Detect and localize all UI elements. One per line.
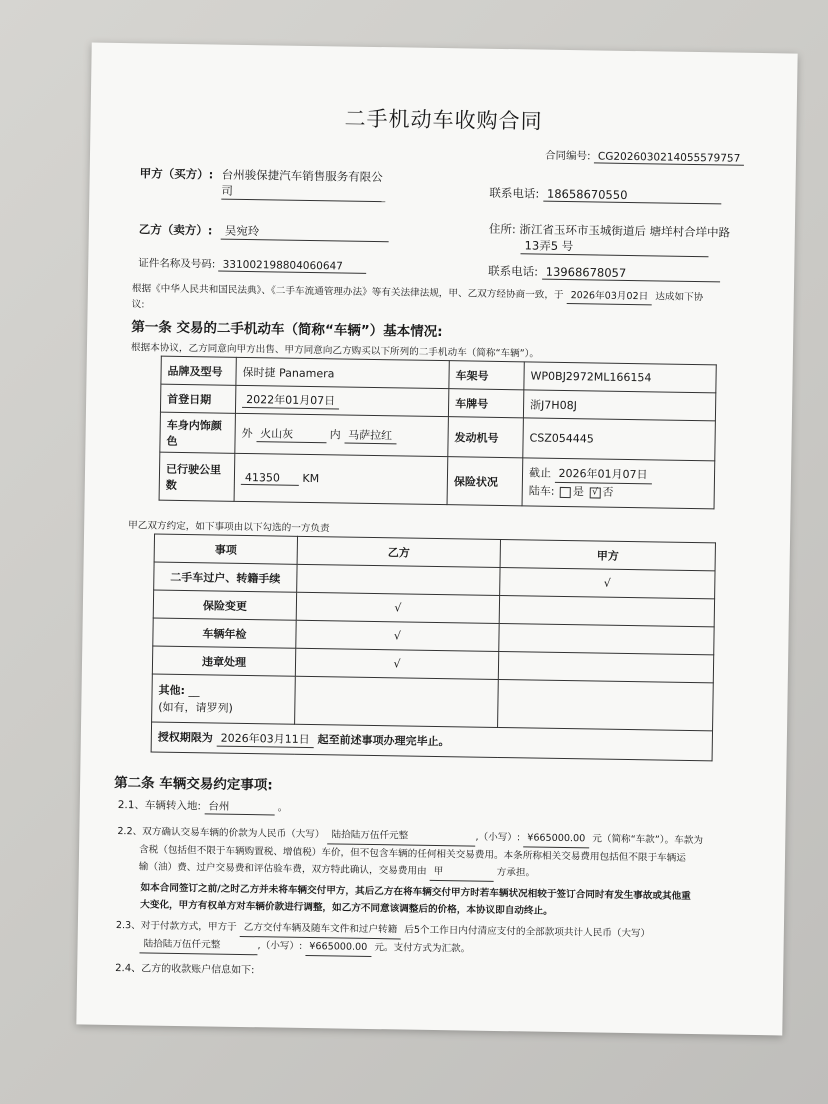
clause-2-4: 2.4、乙方的收款账户信息如下: — [115, 962, 255, 977]
clause-2-2: 2.2、双方确认交易车辆的价款为人民币（大写） 陆拾陆万伍仟元整 ,（小写）: ¥665000.00 元（简称“车款”）。车款为 含税（包括但不限于车辆购置税、增值税）车价，但不包含车辆的任何相关交易费用。本条所称相关交易费用包括但不限于车辆运 输（油）费、过户交易费和评估验车费，双方特此确认，交易费用由 甲 方承担。 — [117, 823, 703, 885]
party-b-name: 吴宛玲 — [221, 223, 389, 243]
insurance-value: 截止 2026年01月07日 陆车: 是 √ 否 — [522, 458, 715, 509]
responsibility-table — [151, 534, 716, 762]
resp-row-b: √ — [295, 648, 498, 679]
resp-other-cell: 其他: __ (如有，请罗列) — [152, 674, 296, 724]
party-a-name: 台州骏保捷汽车销售服务有限公 司 — [221, 167, 385, 203]
col-party-a-header: 甲方 — [500, 539, 715, 570]
resp-row-a — [499, 595, 714, 626]
plate-label: 车牌号 — [448, 389, 523, 418]
resp-row-a — [498, 651, 713, 682]
party-b-phone: 联系电话: 13968678057 — [488, 263, 720, 283]
reg-date-label: 首登日期 — [160, 384, 235, 413]
resp-row-b: √ — [296, 620, 499, 651]
intro-paragraph: 根据《中华人民共和国民法典》、《二手车流通管理办法》等有关法律法规，甲、乙双方经协商一致，于 2026年03月02日 达成如下协 议: — [131, 283, 704, 311]
accident-yes-checkbox[interactable] — [560, 486, 571, 497]
resp-other-b — [295, 676, 499, 727]
party-b-label: 乙方（卖方）: — [138, 222, 213, 238]
col-party-b-header: 乙方 — [297, 536, 500, 567]
color-label: 车身内饰颜色 — [160, 412, 236, 453]
resp-row-b: √ — [296, 592, 499, 623]
vin-value: WP0BJ2972ML166154 — [524, 362, 716, 393]
clause-2-1: 2.1、车辆转入地: 台州 。 — [117, 799, 289, 814]
brand-value: 保时捷 Panamera — [236, 357, 449, 388]
section1-desc: 根据本协议，乙方同意向甲方出售、甲方同意向乙方购买以下所列的二手机动车（简称“车辆”）。 — [130, 342, 540, 360]
resp-other-a — [498, 679, 714, 730]
section1-title: 第一条 交易的二手机动车（简称“车辆”）基本情况: — [131, 319, 443, 341]
page-title: 二手机动车收购合同 — [344, 106, 543, 134]
clause-2-3: 2.3、对于付款方式，甲方于 乙方交付车辆及随车文件和过户转籍 后5个工作日内付清应支付的全部款项共计人民币（大写） 陆拾陆万伍仟元整 ,（小写）: ¥665000.00 元。支付方式为汇款。 — [115, 917, 650, 961]
reg-date-value: 2022年01月07日 — [235, 385, 448, 416]
party-a-phone: 联系电话: 18658670550 — [489, 185, 721, 205]
party-a-label: 甲方（买方）: — [139, 166, 214, 182]
contract-page — [76, 43, 797, 1036]
mileage-value: 41350 KM — [234, 453, 448, 504]
accident-no-checkbox[interactable]: √ — [589, 487, 600, 498]
resp-row-item: 车辆年检 — [153, 618, 296, 648]
color-value: 外 火山灰 内 马萨拉红 — [235, 413, 449, 456]
party-b-id: 证件名称及号码: 331002198804060647 — [138, 255, 367, 274]
engine-label: 发动机号 — [448, 417, 524, 458]
mileage-label: 已行驶公里数 — [159, 452, 235, 501]
party-b-address: 住所: 浙江省玉环市玉城街道后 塘垟村合垟中路 13弄5 号 — [488, 221, 730, 258]
brand-label: 品牌及型号 — [161, 356, 236, 385]
vehicle-table — [159, 356, 717, 510]
section2-title: 第二条 车辆交易约定事项: — [114, 774, 273, 794]
engine-value: CSZ054445 — [523, 418, 716, 461]
resp-row-b — [297, 564, 500, 595]
col-item-header: 事项 — [154, 534, 297, 564]
vin-label: 车架号 — [449, 361, 524, 390]
auth-period: 授权期限为 2026年03月11日 起至前述事项办理完毕止。 — [151, 722, 712, 761]
resp-row-item: 保险变更 — [153, 590, 296, 620]
insurance-label: 保险状况 — [447, 457, 523, 506]
resp-row-a — [499, 623, 714, 654]
plate-value: 浙J7H08J — [523, 390, 715, 421]
contract-number: 合同编号: CG2026030214055579757 — [545, 148, 745, 166]
resp-intro: 甲乙双方约定，如下事项由以下勾选的一方负责 — [128, 520, 330, 535]
resp-row-item: 二手车过户、转籍手续 — [154, 562, 297, 592]
resp-row-a: √ — [500, 567, 715, 598]
resp-row-item: 违章处理 — [152, 646, 295, 676]
clause-2-2-bold: 如本合同签订之前/之时乙方并未将车辆交付甲方，其后乙方在将车辆交付甲方时若车辆状况相较于签订合同时有发生事故或其他重 大变化，甲方有权单方对车辆价款进行调整，如乙方不同意该调整后的价格，本协议即自动终止。 — [140, 882, 691, 917]
